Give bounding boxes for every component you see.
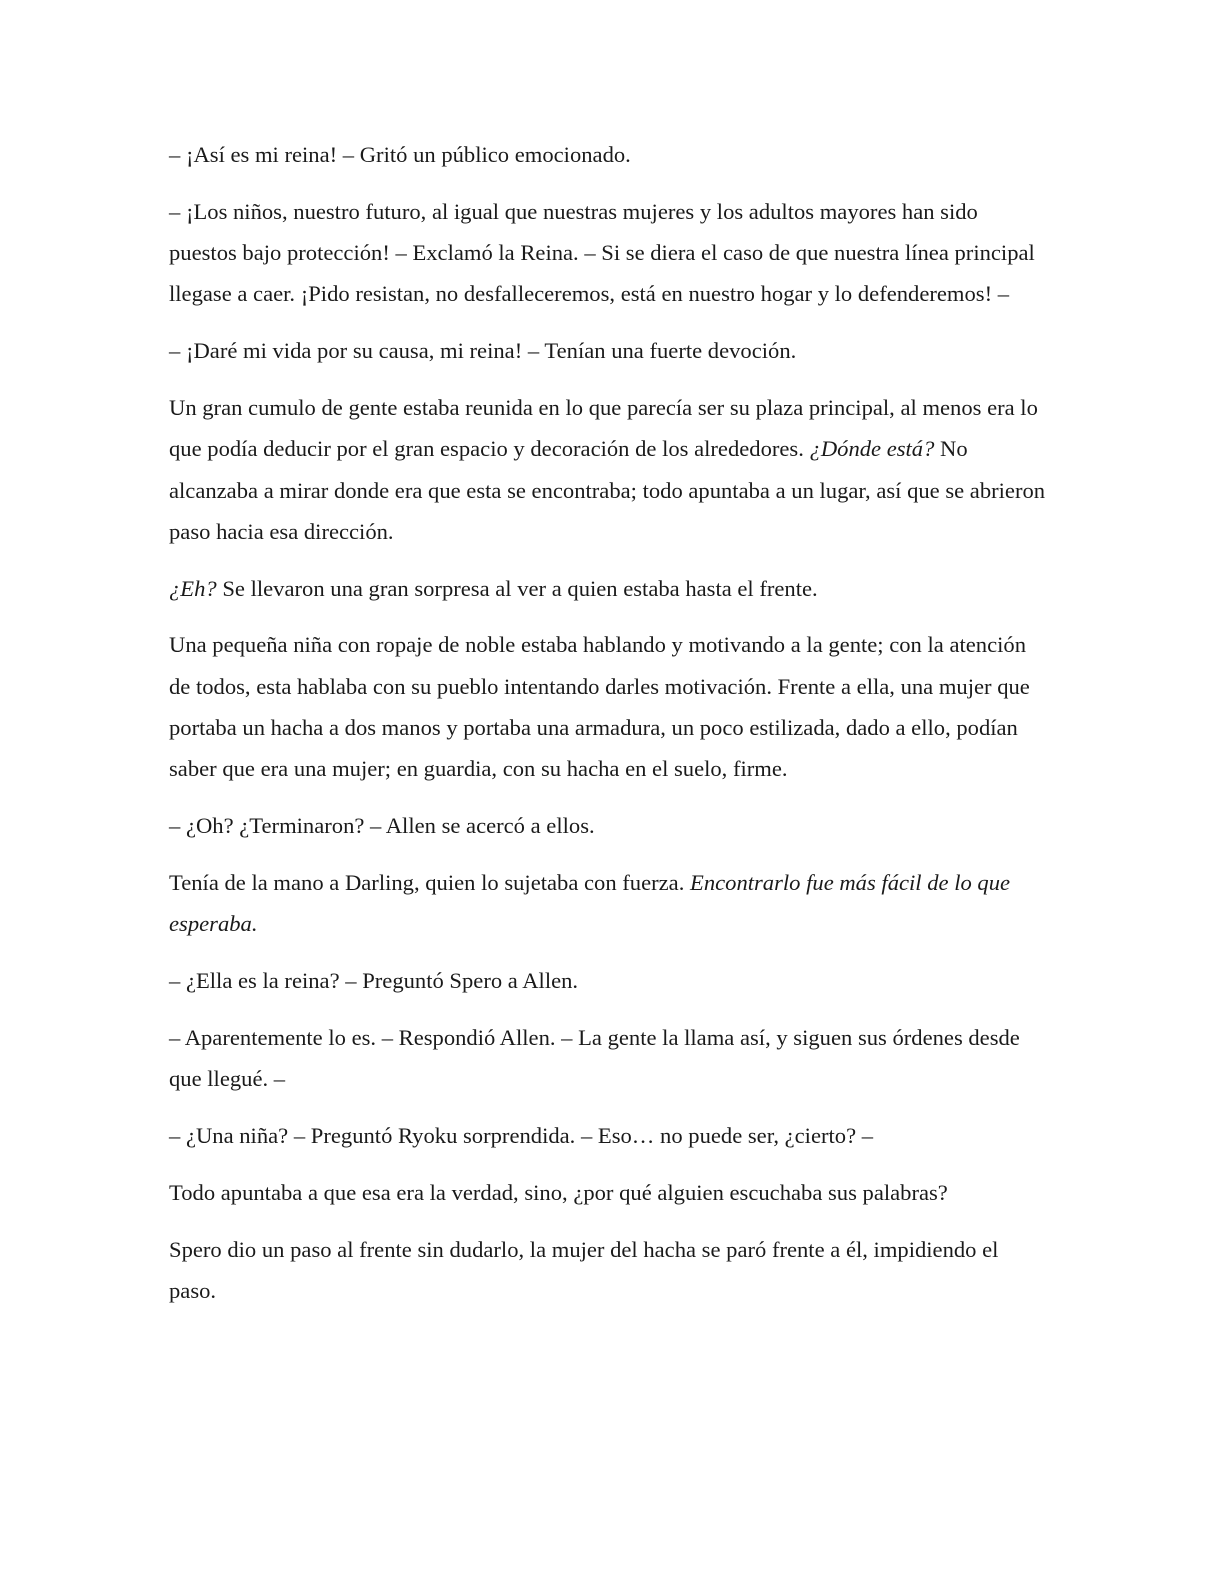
text-segment: – ¿Una niña? – Preguntó Ryoku sorprendida. – Eso… no puede ser, ¿cierto? – xyxy=(169,1122,874,1148)
paragraph xyxy=(169,191,1049,315)
text-segment: – ¡Los niños, nuestro futuro, al igual que nuestras mujeres y los adultos mayores han sido puestos bajo protección! – Exclamó la Reina. – Si se diera el caso de que nuestra línea principal llegase a caer. ¡Pido resistan, no desfalleceremos, está en nuestro hogar y lo defenderemos! – xyxy=(169,198,1035,307)
text-segment: No alcanzaba a mirar donde era que esta se encontraba; todo apuntaba a un lugar, así que se abrieron paso hacia esa dirección. xyxy=(169,436,1046,544)
text-segment: – ¿Oh? ¿Terminaron? – Allen se acercó a ellos. xyxy=(169,813,595,839)
text-segment: Se llevaron una gran sorpresa al ver a quien estaba hasta el frente. xyxy=(216,575,818,601)
paragraph xyxy=(169,568,1049,609)
text-segment: Un gran cumulo de gente estaba reunida en lo que parecía ser su plaza principal, al menos era lo que podía deducir por el gran espacio y decoración de los alrededores. xyxy=(169,394,1038,462)
body-text xyxy=(169,134,1049,1327)
text-segment: Todo apuntaba a que esa era la verdad, sino, ¿por qué alguien escuchaba sus palabras? xyxy=(169,1179,948,1205)
text-segment: – ¡Daré mi vida por su causa, mi reina! – Tenían una fuerte devoción. xyxy=(169,338,797,364)
paragraph xyxy=(169,330,1049,371)
text-segment: – Aparentemente lo es. – Respondió Allen. – La gente la llama así, y siguen sus órdenes desde que llegué. – xyxy=(169,1024,1020,1092)
paragraph xyxy=(169,862,1049,945)
paragraph xyxy=(169,134,1049,175)
italic-text: Encontrarlo fue más fácil de lo que esperaba. xyxy=(169,869,1011,937)
italic-text: ¿Dónde está? xyxy=(809,436,935,462)
text-segment: – ¡Así es mi reina! – Gritó un público emocionado. xyxy=(169,142,631,167)
text-segment: Una pequeña niña con ropaje de noble estaba hablando y motivando a la gente; con la atención de todos, esta hablaba con su pueblo intentando darles motivación. Frente a ella, una mujer que portaba un hacha a dos manos y portaba una armadura, un poco estilizada, dado a ello, podían saber que era una mujer; en guardia, con su hacha en el suelo, firme. xyxy=(169,632,1030,782)
paragraph xyxy=(169,1172,1049,1213)
paragraph xyxy=(169,624,1049,789)
text-segment: Spero dio un paso al frente sin dudarlo, la mujer del hacha se paró frente a él, impidiendo el paso. xyxy=(169,1236,999,1303)
paragraph xyxy=(169,1229,1049,1312)
text-segment: Tenía de la mano a Darling, quien lo sujetaba con fuerza. xyxy=(169,869,691,895)
paragraph xyxy=(169,805,1049,846)
paragraph xyxy=(169,1017,1049,1100)
paragraph xyxy=(169,960,1049,1001)
paragraph xyxy=(169,387,1049,552)
paragraph xyxy=(169,1115,1049,1156)
italic-text: ¿Eh? xyxy=(169,575,217,601)
text-segment: – ¿Ella es la reina? – Preguntó Spero a Allen. xyxy=(169,968,579,994)
